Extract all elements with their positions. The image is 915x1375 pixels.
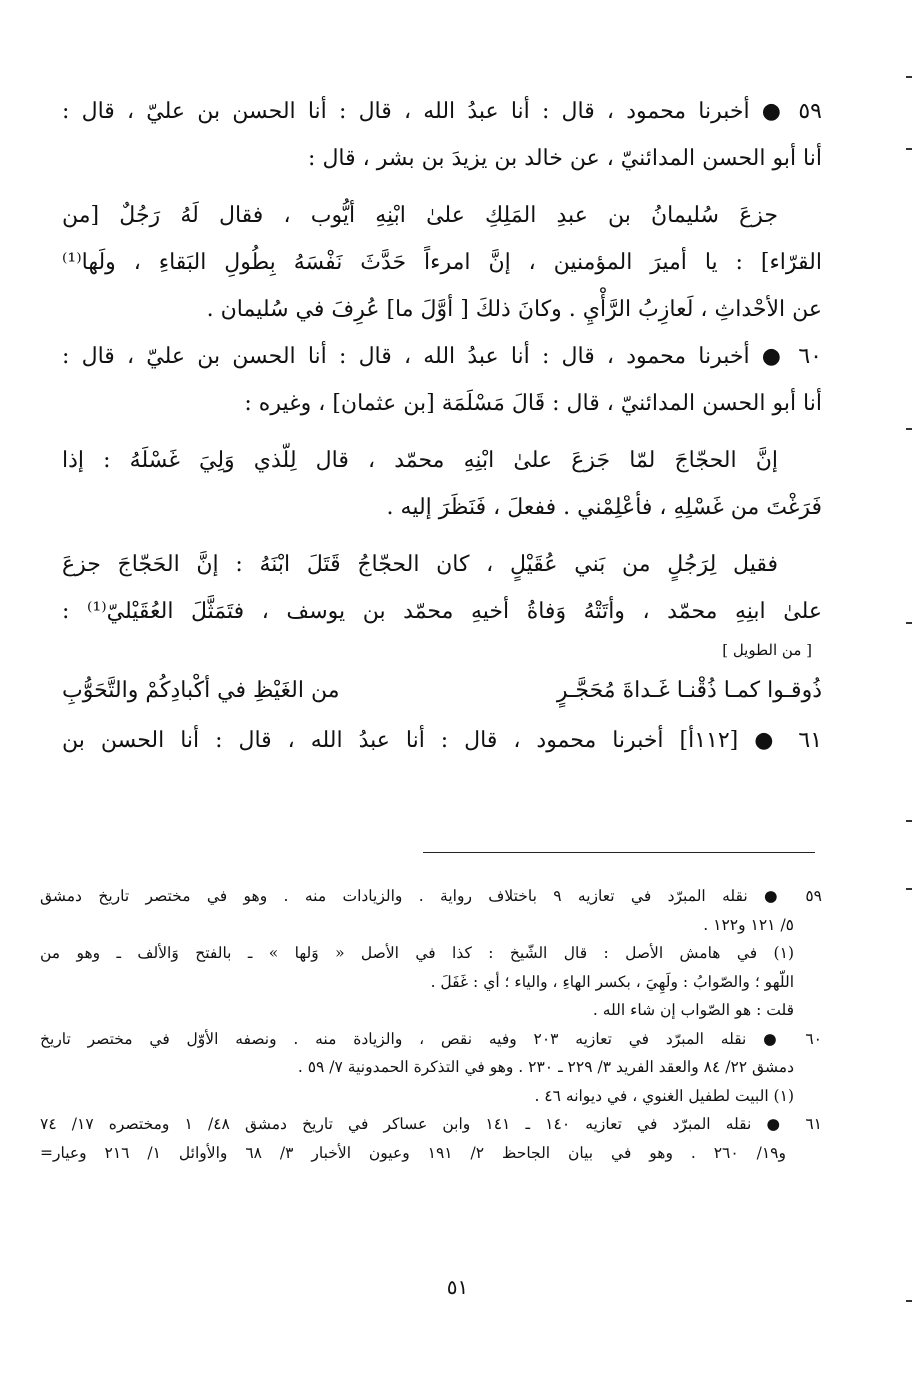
margin-mark [906, 820, 912, 822]
text-line: ٦٠ ● أخبرنا محمود ، قال : أنا عبدُ الله ، قال : أنا الحسن بن عليّ ، قال : [62, 344, 822, 369]
footnote-line: (١) في هامش الأصل : قال الشّيخ : كذا في الأصل « وَلها » ـ بالفتح وَالألف ـ وهو من [40, 944, 794, 962]
footnote-line: ٥/ ١٢١ و١٢٢ . [703, 915, 794, 934]
text-line: أنا أبو الحسن المدائنيّ ، قال : قَالَ مَسْلَمَة [بن عثمان] ، وغيره : [244, 391, 822, 416]
text-line: علىٰ ابنِهِ محمّد ، وأتَتْهُ وَفاةُ أخيهِ محمّد بن يوسف ، فتَمَثَّلَ العُقَيْليّ⁽¹⁾ : [62, 599, 822, 624]
margin-mark [906, 888, 912, 890]
text-line: أنا أبو الحسن المدائنيّ ، عن خالد بن يزيدَ بن بشر ، قال : [308, 146, 822, 171]
footnote-line: دمشق ٢٢/ ٨٤ والعقد الفريد ٣/ ٢٢٩ ـ ٢٣٠ . وهو في التذكرة الحمدونية ٧/ ٥٩ . [297, 1058, 794, 1076]
text-line: فَرَغْتَ من غَسْلِهِ ، فأعْلِمْني . ففعلَ ، فَنَظَرَ إليه . [386, 495, 822, 520]
text-line: عن الأحْداثِ ، لَعازِبُ الرَّأْيِ . وكانَ ذلكَ [ أوَّلَ ما] عُرِفَ في سُليمان . [206, 297, 822, 322]
footnote-line: و١٩/ ٢٦٠ . وهو في بيان الجاحظ ٢/ ١٩١ وعيون الأخبار ٣/ ٦٨ والأوائل ١/ ٢١٦ وعيار= [40, 1143, 787, 1162]
text-line: ٥٩ ● أخبرنا محمود ، قال : أنا عبدُ الله ، قال : أنا الحسن بن عليّ ، قال : [62, 99, 822, 124]
footnote-line: اللّهو ؛ والصّوابُ : ولَهِيَ ، بكسر الهاءِ ، والياء ؛ أي : غَفَلَ . [430, 972, 794, 991]
text-line: إنَّ الحجّاجَ لمّا جَزعَ علىٰ ابْنِهِ محمّد ، قال لِلّذي وَلِيَ غَسْلَهُ : إذا [62, 448, 778, 473]
margin-mark [906, 76, 912, 78]
text-line: ٦١ ● [١١٢أ] أخبرنا محمود ، قال : أنا عبدُ الله ، قال : أنا الحسن بن [62, 728, 822, 753]
verse-first-hemistich: ذُوقـوا كمـا ذُقْنـا غَـداةَ مُحَجَّـرٍ [556, 678, 822, 703]
main-text [62, 88, 822, 764]
footnote-separator [423, 852, 815, 853]
footnote-line: (١) البيت لطفيل الغنوي ، في ديوانه ٤٦ . [534, 1086, 794, 1105]
margin-mark [906, 428, 912, 430]
footnote-line: قلت : هو الصّواب إن شاء الله . [592, 1001, 794, 1019]
margin-mark [906, 1300, 912, 1302]
text-line: القرّاء] : يا أميرَ المؤمنين ، إنَّ امرءاً حَدَّثَ نَفْسَهُ بِطُولِ البَقاءِ ، ولَها⁽¹⁾ [62, 250, 822, 275]
footnote-line: ٥٩ ● نقله المبرّد في تعازيه ٩ باختلاف رواية . والزيادات منه . وهو في مختصر تاريخ دمشق [40, 887, 822, 905]
margin-mark [906, 622, 912, 624]
margin-mark [906, 148, 912, 150]
footnote-line: ٦٠ ● نقله المبرّد في تعازيه ٢٠٣ وفيه نقص ، والزيادة منه . ونصفه الأوّل في مختصر تاريخ [40, 1029, 822, 1048]
page-number: ٥١ [446, 1275, 469, 1299]
footnote-line: ٦١ ● نقله المبرّد في تعازيه ١٤٠ ـ ١٤١ وابن عساكر في تاريخ دمشق ٤٨/ ١ ومختصره ١٧/ ٧٤ [40, 1115, 822, 1133]
poem-meter: [ من الطويل ] [722, 641, 812, 659]
footnotes [40, 882, 822, 1167]
text-line: جزعَ سُليمانُ بن عبدِ المَلِكِ علىٰ ابْنِهِ أيُّوب ، فقال لَهُ رَجُلٌ [من [62, 203, 778, 228]
poem-verse [62, 665, 822, 717]
text-line: فقيل لِرَجُلٍ من بَني عُقَيْلٍ ، كان الحجّاجُ قَتَلَ ابْنَهُ : إنَّ الحَجّاجَ جزعَ [62, 552, 778, 577]
verse-second-hemistich: من الغَيْظِ في أكْبادِكُمْ والتَّحَوُّبِ [62, 678, 340, 703]
